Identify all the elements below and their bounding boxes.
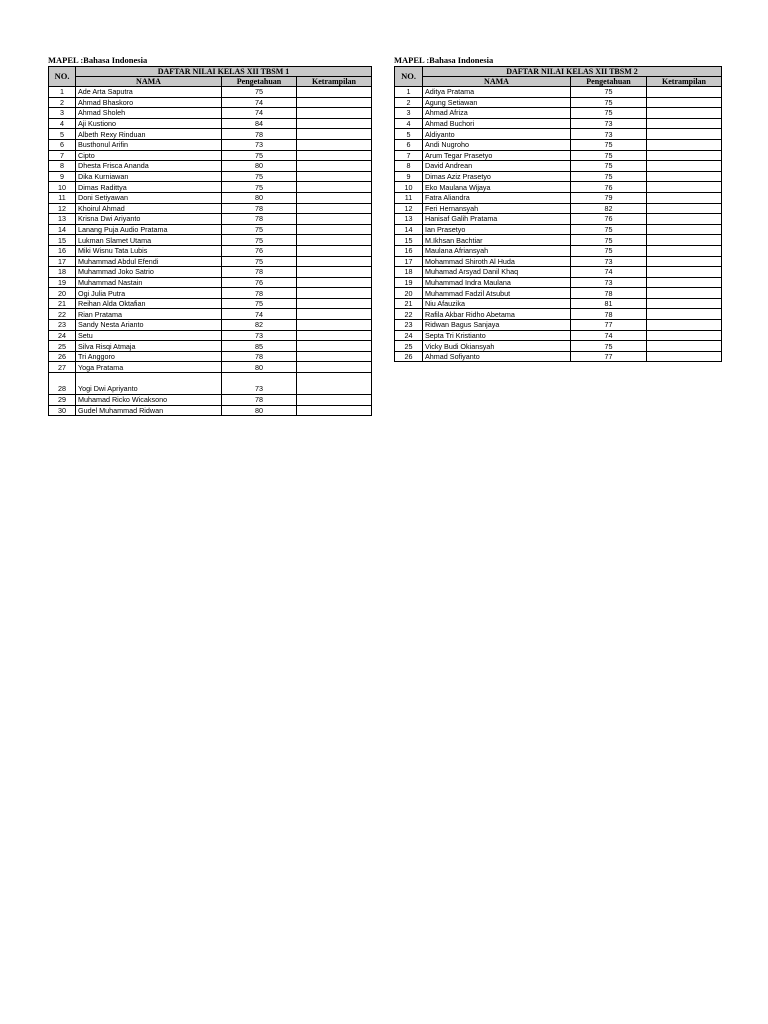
ketrampilan-score <box>297 224 372 235</box>
pengetahuan-score: 73 <box>222 330 297 341</box>
table-body <box>49 87 372 416</box>
grade-table <box>48 66 372 416</box>
student-name: Muhammad Abdul Efendi <box>76 256 222 267</box>
row-number: 9 <box>49 171 76 182</box>
ketrampilan-score <box>647 267 722 278</box>
pengetahuan-score: 75 <box>222 224 297 235</box>
pengetahuan-score: 75 <box>222 256 297 267</box>
ketrampilan-score <box>647 139 722 150</box>
table-row <box>395 118 722 129</box>
table-row <box>49 256 372 267</box>
column-header-nama: NAMA <box>76 77 222 87</box>
row-number: 19 <box>395 277 423 288</box>
table-row <box>395 277 722 288</box>
table-row <box>49 362 372 373</box>
table-row <box>49 87 372 98</box>
pengetahuan-score: 78 <box>222 129 297 140</box>
ketrampilan-score <box>297 192 372 203</box>
student-name: Ogi Julia Putra <box>76 288 222 299</box>
row-number: 30 <box>49 405 76 416</box>
table-row <box>395 214 722 225</box>
ketrampilan-score <box>647 97 722 108</box>
row-number: 23 <box>395 320 423 331</box>
ketrampilan-score <box>647 235 722 246</box>
row-number: 4 <box>49 118 76 129</box>
table-row <box>49 224 372 235</box>
row-number: 15 <box>49 235 76 246</box>
grade-sheet-tbsm1 <box>48 54 371 416</box>
ketrampilan-score <box>297 214 372 225</box>
student-name: Dimas Aziz Prasetyo <box>423 171 571 182</box>
student-name: Niu Afauzika <box>423 298 571 309</box>
student-name: Mohammad Shiroth Al Huda <box>423 256 571 267</box>
pengetahuan-score: 73 <box>571 256 647 267</box>
row-number: 10 <box>395 182 423 193</box>
ketrampilan-score <box>297 161 372 172</box>
student-name: Hanisaf Galih Pratama <box>423 214 571 225</box>
table-row <box>395 97 722 108</box>
row-number: 3 <box>395 108 423 119</box>
ketrampilan-score <box>297 182 372 193</box>
table-row <box>49 277 372 288</box>
ketrampilan-score <box>297 330 372 341</box>
grade-table <box>394 66 722 362</box>
ketrampilan-score <box>647 341 722 352</box>
row-number: 6 <box>395 139 423 150</box>
pengetahuan-score: 81 <box>571 298 647 309</box>
ketrampilan-score <box>297 87 372 98</box>
table-row <box>395 203 722 214</box>
pengetahuan-score: 78 <box>222 203 297 214</box>
ketrampilan-score <box>647 108 722 119</box>
student-name: M.Ikhsan Bachtiar <box>423 235 571 246</box>
table-row <box>49 97 372 108</box>
student-name: Vicky Budi Okiansyah <box>423 341 571 352</box>
student-name: Muhammad Joko Satrio <box>76 267 222 278</box>
student-name: Muhamad Ricko Wicaksono <box>76 395 222 406</box>
column-header-ketrampilan: Ketrampilan <box>647 77 722 87</box>
student-name: Doni Setiyawan <box>76 192 222 203</box>
student-name: Albeth Rexy Rinduan <box>76 129 222 140</box>
student-name: Rian Pratama <box>76 309 222 320</box>
pengetahuan-score: 73 <box>222 139 297 150</box>
pengetahuan-score: 75 <box>571 341 647 352</box>
pengetahuan-score: 78 <box>222 351 297 362</box>
table-row <box>49 373 372 395</box>
pengetahuan-score: 75 <box>571 224 647 235</box>
row-number: 11 <box>49 192 76 203</box>
table-row <box>49 288 372 299</box>
ketrampilan-score <box>297 139 372 150</box>
ketrampilan-score <box>647 118 722 129</box>
ketrampilan-score <box>647 320 722 331</box>
table-row <box>49 341 372 352</box>
student-name: Lukman Slamet Utama <box>76 235 222 246</box>
table-title: DAFTAR NILAI KELAS XII TBSM 2 <box>423 67 722 77</box>
pengetahuan-score: 80 <box>222 192 297 203</box>
ketrampilan-score <box>297 129 372 140</box>
student-name: Septa Tri Kristianto <box>423 330 571 341</box>
row-number: 14 <box>49 224 76 235</box>
row-number: 3 <box>49 108 76 119</box>
ketrampilan-score <box>297 256 372 267</box>
subject-label: MAPEL :Bahasa Indonesia <box>48 55 148 65</box>
row-number: 6 <box>49 139 76 150</box>
table-row <box>395 298 722 309</box>
row-number: 29 <box>49 395 76 406</box>
ketrampilan-score <box>297 245 372 256</box>
table-row <box>49 182 372 193</box>
student-name: Rafila Akbar Ridho Abetama <box>423 309 571 320</box>
table-row <box>49 395 372 406</box>
student-name: Muhammad Fadzil Atsubut <box>423 288 571 299</box>
row-number: 24 <box>49 330 76 341</box>
table-row <box>49 108 372 119</box>
table-row <box>49 235 372 246</box>
ketrampilan-score <box>297 150 372 161</box>
row-number: 12 <box>395 203 423 214</box>
pengetahuan-score: 75 <box>571 139 647 150</box>
pengetahuan-score: 75 <box>571 97 647 108</box>
pengetahuan-score: 76 <box>571 182 647 193</box>
table-row <box>395 129 722 140</box>
ketrampilan-score <box>297 405 372 416</box>
table-title: DAFTAR NILAI KELAS XII TBSM 1 <box>76 67 372 77</box>
student-name: Dika Kurniawan <box>76 171 222 182</box>
student-name: Krisna Dwi Ariyanto <box>76 214 222 225</box>
table-row <box>395 245 722 256</box>
pengetahuan-score: 74 <box>222 309 297 320</box>
ketrampilan-score <box>647 277 722 288</box>
ketrampilan-score <box>647 161 722 172</box>
pengetahuan-score: 73 <box>222 373 297 395</box>
pengetahuan-score: 76 <box>222 277 297 288</box>
table-row <box>395 171 722 182</box>
row-number: 21 <box>49 298 76 309</box>
row-number: 13 <box>49 214 76 225</box>
row-number: 2 <box>49 97 76 108</box>
student-name: Fatra Aliandra <box>423 192 571 203</box>
student-name: Tri Anggoro <box>76 351 222 362</box>
student-name: Gudel Muhammad Ridwan <box>76 405 222 416</box>
student-name: Aditya Pratama <box>423 87 571 98</box>
grade-sheet-tbsm2 <box>394 54 721 362</box>
student-name: Ian Prasetyo <box>423 224 571 235</box>
ketrampilan-score <box>297 108 372 119</box>
pengetahuan-score: 78 <box>222 267 297 278</box>
table-row <box>49 161 372 172</box>
row-number: 1 <box>395 87 423 98</box>
row-number: 16 <box>395 245 423 256</box>
table-row <box>49 139 372 150</box>
ketrampilan-score <box>297 362 372 373</box>
student-name: Yogi Dwi Apriyanto <box>76 373 222 395</box>
pengetahuan-score: 78 <box>571 288 647 299</box>
ketrampilan-score <box>297 320 372 331</box>
row-number: 22 <box>395 309 423 320</box>
ketrampilan-score <box>647 129 722 140</box>
pengetahuan-score: 75 <box>571 171 647 182</box>
student-name: Miki Wisnu Tata Lubis <box>76 245 222 256</box>
table-row <box>49 129 372 140</box>
column-header-ketrampilan: Ketrampilan <box>297 77 372 87</box>
row-number: 11 <box>395 192 423 203</box>
table-row <box>49 267 372 278</box>
pengetahuan-score: 75 <box>222 171 297 182</box>
row-number: 20 <box>395 288 423 299</box>
student-name: Dimas Radittya <box>76 182 222 193</box>
student-name: Muhammad Indra Maulana <box>423 277 571 288</box>
ketrampilan-score <box>297 309 372 320</box>
student-name: Feri Hernansyah <box>423 203 571 214</box>
pengetahuan-score: 75 <box>571 87 647 98</box>
table-row <box>49 203 372 214</box>
row-number: 7 <box>49 150 76 161</box>
ketrampilan-score <box>647 256 722 267</box>
row-number: 5 <box>49 129 76 140</box>
ketrampilan-score <box>647 203 722 214</box>
table-row <box>49 150 372 161</box>
pengetahuan-score: 78 <box>571 309 647 320</box>
ketrampilan-score <box>297 118 372 129</box>
row-number: 17 <box>395 256 423 267</box>
table-row <box>49 320 372 331</box>
pengetahuan-score: 75 <box>571 150 647 161</box>
table-row <box>395 161 722 172</box>
column-header-pengetahuan: Pengetahuan <box>571 77 647 87</box>
row-number: 8 <box>395 161 423 172</box>
table-row <box>395 330 722 341</box>
student-name: Muhammad Nastain <box>76 277 222 288</box>
pengetahuan-score: 77 <box>571 351 647 362</box>
pengetahuan-score: 80 <box>222 405 297 416</box>
ketrampilan-score <box>297 373 372 395</box>
student-name: Ahmad Sofiyanto <box>423 351 571 362</box>
row-number: 25 <box>49 341 76 352</box>
row-number: 18 <box>395 267 423 278</box>
student-name: Cipto <box>76 150 222 161</box>
table-row <box>49 309 372 320</box>
table-row <box>49 330 372 341</box>
row-number: 1 <box>49 87 76 98</box>
row-number: 14 <box>395 224 423 235</box>
ketrampilan-score <box>647 150 722 161</box>
pengetahuan-score: 82 <box>571 203 647 214</box>
pengetahuan-score: 73 <box>571 118 647 129</box>
table-row <box>395 351 722 362</box>
pengetahuan-score: 77 <box>571 320 647 331</box>
ketrampilan-score <box>297 298 372 309</box>
table-row <box>395 341 722 352</box>
row-number: 16 <box>49 245 76 256</box>
pengetahuan-score: 78 <box>222 214 297 225</box>
row-number: 24 <box>395 330 423 341</box>
pengetahuan-score: 75 <box>222 87 297 98</box>
row-number: 13 <box>395 214 423 225</box>
ketrampilan-score <box>647 224 722 235</box>
student-name: Aji Kustiono <box>76 118 222 129</box>
pengetahuan-score: 75 <box>222 235 297 246</box>
pengetahuan-score: 74 <box>571 267 647 278</box>
pengetahuan-score: 78 <box>222 288 297 299</box>
table-body <box>395 87 722 362</box>
ketrampilan-score <box>297 235 372 246</box>
table-row <box>395 309 722 320</box>
student-name: Ridwan Bagus Sanjaya <box>423 320 571 331</box>
student-name: Khoirul Ahmad <box>76 203 222 214</box>
column-header-nama: NAMA <box>423 77 571 87</box>
table-row <box>395 224 722 235</box>
pengetahuan-score: 74 <box>222 108 297 119</box>
table-row <box>395 320 722 331</box>
student-name: Ahmad Bhaskoro <box>76 97 222 108</box>
pengetahuan-score: 74 <box>571 330 647 341</box>
ketrampilan-score <box>647 309 722 320</box>
ketrampilan-score <box>647 245 722 256</box>
pengetahuan-score: 80 <box>222 161 297 172</box>
row-number: 21 <box>395 298 423 309</box>
row-number: 26 <box>49 351 76 362</box>
student-name: Lanang Puja Audio Pratama <box>76 224 222 235</box>
ketrampilan-score <box>647 214 722 225</box>
row-number: 2 <box>395 97 423 108</box>
student-name: Busthonul Arifin <box>76 139 222 150</box>
table-row <box>395 267 722 278</box>
student-name: Yoga Pratama <box>76 362 222 373</box>
pengetahuan-score: 79 <box>571 192 647 203</box>
table-row <box>395 192 722 203</box>
ketrampilan-score <box>297 341 372 352</box>
student-name: Maulana Afriansyah <box>423 245 571 256</box>
pengetahuan-score: 82 <box>222 320 297 331</box>
pengetahuan-score: 73 <box>571 277 647 288</box>
table-row <box>49 192 372 203</box>
student-name: Andi Nugroho <box>423 139 571 150</box>
student-name: Arum Tegar Prasetyo <box>423 150 571 161</box>
ketrampilan-score <box>297 395 372 406</box>
ketrampilan-score <box>297 351 372 362</box>
subject-label: MAPEL :Bahasa Indonesia <box>394 55 494 65</box>
row-number: 28 <box>49 373 76 395</box>
row-number: 26 <box>395 351 423 362</box>
table-row <box>395 288 722 299</box>
ketrampilan-score <box>297 203 372 214</box>
table-row <box>49 214 372 225</box>
student-name: Dhesta Frisca Ananda <box>76 161 222 172</box>
student-name: Reihan Alda Oktafian <box>76 298 222 309</box>
pengetahuan-score: 75 <box>222 150 297 161</box>
ketrampilan-score <box>647 171 722 182</box>
student-name: Agung Setiawan <box>423 97 571 108</box>
row-number: 12 <box>49 203 76 214</box>
pengetahuan-score: 74 <box>222 97 297 108</box>
row-number: 20 <box>49 288 76 299</box>
pengetahuan-score: 75 <box>222 298 297 309</box>
student-name: Muhamad Arsyad Danil Khaq <box>423 267 571 278</box>
table-row <box>49 118 372 129</box>
student-name: David Andrean <box>423 161 571 172</box>
pengetahuan-score: 75 <box>571 235 647 246</box>
table-row <box>395 150 722 161</box>
student-name: Ahmad Afriza <box>423 108 571 119</box>
pengetahuan-score: 76 <box>222 245 297 256</box>
row-number: 18 <box>49 267 76 278</box>
table-row <box>395 256 722 267</box>
pengetahuan-score: 75 <box>222 182 297 193</box>
pengetahuan-score: 73 <box>571 129 647 140</box>
ketrampilan-score <box>647 351 722 362</box>
student-name: Eko Maulana Wijaya <box>423 182 571 193</box>
pengetahuan-score: 84 <box>222 118 297 129</box>
table-row <box>49 405 372 416</box>
column-header-pengetahuan: Pengetahuan <box>222 77 297 87</box>
pengetahuan-score: 75 <box>571 108 647 119</box>
row-number: 27 <box>49 362 76 373</box>
table-row <box>395 235 722 246</box>
row-number: 17 <box>49 256 76 267</box>
table-row <box>49 298 372 309</box>
pengetahuan-score: 76 <box>571 214 647 225</box>
student-name: Sandy Nesta Arianto <box>76 320 222 331</box>
row-number: 5 <box>395 129 423 140</box>
ketrampilan-score <box>647 87 722 98</box>
row-number: 22 <box>49 309 76 320</box>
pengetahuan-score: 85 <box>222 341 297 352</box>
ketrampilan-score <box>297 277 372 288</box>
pengetahuan-score: 75 <box>571 245 647 256</box>
student-name: Ahmad Buchori <box>423 118 571 129</box>
ketrampilan-score <box>297 97 372 108</box>
row-number: 23 <box>49 320 76 331</box>
ketrampilan-score <box>297 288 372 299</box>
table-row <box>395 182 722 193</box>
row-number: 19 <box>49 277 76 288</box>
ketrampilan-score <box>297 267 372 278</box>
table-row <box>49 245 372 256</box>
table-row <box>49 171 372 182</box>
table-row <box>49 351 372 362</box>
student-name: Setu <box>76 330 222 341</box>
ketrampilan-score <box>297 171 372 182</box>
row-number: 15 <box>395 235 423 246</box>
ketrampilan-score <box>647 182 722 193</box>
table-row <box>395 139 722 150</box>
row-number: 4 <box>395 118 423 129</box>
pengetahuan-score: 80 <box>222 362 297 373</box>
student-name: Ahmad Sholeh <box>76 108 222 119</box>
student-name: Aldiyanto <box>423 129 571 140</box>
table-row <box>395 87 722 98</box>
column-header-no: NO. <box>49 67 76 87</box>
pengetahuan-score: 75 <box>571 161 647 172</box>
row-number: 10 <box>49 182 76 193</box>
pengetahuan-score: 78 <box>222 395 297 406</box>
row-number: 9 <box>395 171 423 182</box>
ketrampilan-score <box>647 192 722 203</box>
row-number: 25 <box>395 341 423 352</box>
ketrampilan-score <box>647 288 722 299</box>
table-row <box>395 108 722 119</box>
ketrampilan-score <box>647 298 722 309</box>
row-number: 8 <box>49 161 76 172</box>
ketrampilan-score <box>647 330 722 341</box>
student-name: Silva Risqi Atmaja <box>76 341 222 352</box>
row-number: 7 <box>395 150 423 161</box>
column-header-no: NO. <box>395 67 423 87</box>
student-name: Ade Arta Saputra <box>76 87 222 98</box>
